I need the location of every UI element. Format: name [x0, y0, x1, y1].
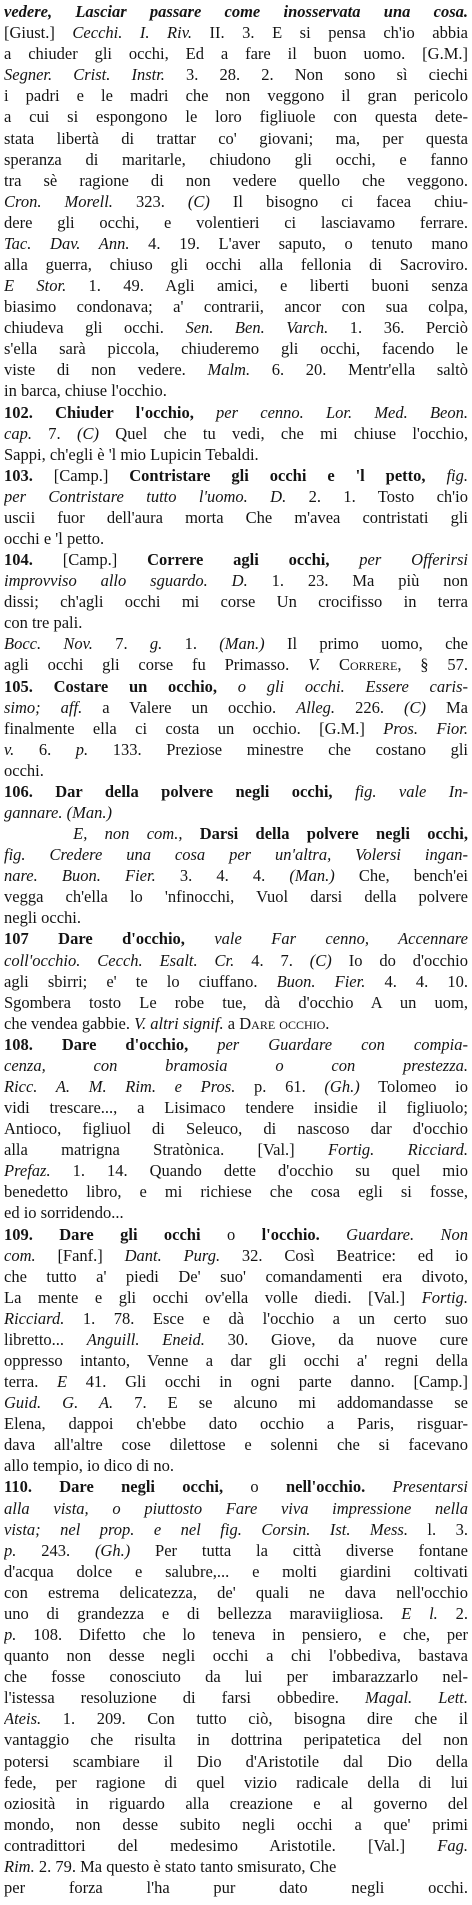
text-run: (Gh.) [324, 1077, 360, 1096]
text-run: Che, bench'ei [334, 866, 468, 886]
text-run: simo; aff. [4, 697, 83, 717]
text-run: vista; nel prop. e nel fig. Corsin. Ist. Mess. [4, 1519, 408, 1539]
text-run: p. [4, 1625, 17, 1644]
text-run: Tac. Dav. Ann. [4, 233, 130, 253]
text-run: alla guerra, chiuso gli occhi alla fellonia di Sacroviro. [4, 254, 468, 274]
text-run: 3. 4. 4. [155, 866, 290, 886]
text-run: l'occhio. [261, 1224, 320, 1244]
text-run: g. [149, 634, 163, 654]
text-line [4, 824, 468, 843]
text-run: occhi. [4, 760, 44, 780]
text-run: biasimo condonava; a' contrarii, ancor con sua colpa, [4, 297, 468, 317]
text-run: 30. Giove, da nuove cure [204, 1329, 468, 1349]
text-line [4, 1414, 468, 1433]
text-line [4, 1140, 468, 1159]
text-line [4, 592, 468, 611]
text-run: a [223, 1013, 240, 1033]
text-run: p. 61. [235, 1077, 325, 1096]
text-run: terra. [4, 1372, 58, 1392]
text-line [4, 1393, 468, 1412]
text-line [4, 360, 468, 379]
text-run: tra sè ragione di non vedere quello che veggono. [4, 170, 468, 190]
text-run: negli occhi. [4, 908, 81, 928]
text-run: d'acqua dolce e salubre,... e molti giardini coltivati [4, 1561, 468, 1581]
text-run: Ma [425, 697, 468, 717]
text-run: Fag. [437, 1835, 468, 1855]
text-run: vedere, Lasciar passare come inosservata una cosa. [4, 2, 468, 21]
text-line [4, 1077, 468, 1096]
text-run: nare. Buon. Fier. [4, 866, 156, 886]
text-run: 110. Dare negli occhi, [4, 1477, 224, 1497]
text-line [4, 339, 468, 358]
text-run: Pros. Fior. [383, 718, 468, 738]
text-run: Il bisogno ci facea chiu- [209, 191, 468, 211]
text-run: 243. [16, 1540, 95, 1560]
text-run: 1. 14. Quando dette d'occhio su quel mio [50, 1161, 468, 1181]
text-run: 6. 20. Mentr'ella saltò [250, 360, 468, 380]
text-run: Ricc. A. M. Rim. e Pros. [4, 1077, 236, 1096]
text-run: finalmente ella ci costa un occhio. [G.M.] [4, 718, 384, 738]
text-run: [Fanf.] [35, 1245, 125, 1265]
text-run: [Camp.] [32, 550, 148, 569]
text-run: libretto... [4, 1329, 87, 1349]
text-run: 41. Gli occhi in ogni parte danno. [Camp.] [67, 1372, 468, 1392]
text-run: a Valere un occhio. [82, 697, 297, 717]
text-run: Bocc. Nov. [4, 634, 93, 654]
text-line [4, 1709, 468, 1728]
text-run: (C) [309, 950, 332, 970]
text-run: cenza, con bramosia o con prestezza. [4, 1055, 468, 1075]
text-run: con tre pali. [4, 613, 83, 633]
text-line [4, 1499, 468, 1518]
text-run: Prefaz. [4, 1161, 51, 1181]
text-run: o [200, 1224, 262, 1244]
text-line [4, 424, 468, 443]
text-run: Guardare. Non [319, 1224, 468, 1244]
text-run: oziosità in riguardo alla creazione e al governo del [4, 1793, 468, 1813]
text-line [4, 1182, 468, 1201]
text-run: Per tutta la città diverse fontane [130, 1540, 468, 1560]
text-run: allo tempio, io dico di no. [4, 1456, 175, 1476]
text-line [4, 1541, 468, 1560]
text-run: agli sbirri; e' te lo ciuffano. [4, 971, 277, 991]
text-run: 2. 79. Ma questo è stato tanto smisurato, Che [34, 1856, 337, 1876]
text-run: vegga ch'ella lo 'nfinocchi, Vuol darsi della polvere [4, 887, 468, 907]
text-run: E l. [401, 1603, 438, 1623]
text-line [4, 1688, 468, 1707]
text-line [4, 1035, 468, 1054]
text-run: per Contristare tutto l'uomo. D. [4, 486, 287, 506]
text-run: Dant. Purg. [124, 1245, 221, 1265]
text-run: II. 3. E si pensa ch'io abbia [191, 23, 468, 43]
text-run: Correre [339, 655, 398, 675]
text-run: Sappi, ch'egli è 'l mio Lupicin Tebaldi. [4, 444, 259, 464]
text-line [4, 951, 468, 970]
text-line [4, 1625, 468, 1644]
text-run: oppresso intanto, Venne a dar gli occhi a' regni della [4, 1351, 468, 1370]
text-run: 4. 7. [234, 950, 310, 970]
text-run: 7. [92, 634, 150, 654]
text-run: E [57, 1372, 68, 1392]
text-run: per Offerirsi [329, 550, 468, 569]
text-run: Segner. Crist. Instr. [4, 65, 165, 85]
text-run: Contristare gli occhi e 'l petto, [129, 465, 426, 485]
text-run: 6. [14, 739, 76, 759]
text-run: fig. [425, 465, 468, 485]
text-run: . [325, 1013, 330, 1033]
text-run: Darsi della polvere negli occhi, [182, 824, 468, 843]
text-run: vidi trescare..., a Lisimaco tendere insidie il figliuolo; [4, 1098, 468, 1117]
text-run: Sgombera tosto Le robe tue, dà d'occhio A un uom, [4, 992, 468, 1012]
text-line [4, 2, 468, 21]
text-run: dava all'altre cose dilettose e solenni che si facevano [4, 1435, 468, 1455]
text-run: 102. Chiuder l'occhio, [4, 402, 194, 422]
text-line [4, 466, 468, 485]
text-line [4, 1288, 468, 1307]
text-run: s'ella sarà piccola, chiuderemo gli occhi, facendo le [4, 339, 468, 359]
text-run: uscii fuor dell'aura morta Che m'avea contristati gli [4, 507, 468, 527]
text-run: benedetto libro, e mi richiese che cosa egli si fosse, [4, 1182, 468, 1202]
text-run: fig. vale In- [332, 781, 468, 801]
text-run: Ricciard. [4, 1308, 65, 1328]
text-line [4, 403, 468, 422]
text-run: gannare. (Man.) [4, 803, 112, 822]
text-run: 108. Difetto che lo teneva in pensiero, e che, per [16, 1625, 468, 1644]
text-line [4, 1477, 468, 1496]
text-line [4, 845, 468, 864]
text-run: 323. [112, 191, 188, 211]
text-run: 2. 1. Tosto ch'io [286, 486, 468, 506]
text-line [4, 171, 468, 190]
text-line [4, 1161, 468, 1180]
text-run: (C) [187, 191, 210, 211]
text-line [4, 1246, 468, 1265]
text-run: 4. 19. L'aver saputo, o tenuto mano [129, 233, 468, 253]
text-run: 103. [4, 465, 33, 485]
text-line [4, 1435, 468, 1454]
text-run: Alleg. [296, 697, 336, 717]
text-run: che vendea gabbie. [4, 1013, 135, 1033]
text-run: 106. Dar della polvere negli occhi, [4, 781, 333, 801]
text-line [4, 445, 468, 464]
text-line [4, 1752, 468, 1771]
text-line [4, 1583, 468, 1602]
text-line [4, 993, 468, 1012]
text-line [4, 1562, 468, 1581]
text-run: 104. [4, 550, 33, 569]
text-run: Presentarsi [365, 1477, 468, 1497]
text-run: 4. 4. 10. [365, 971, 468, 991]
text-run: p. [75, 739, 89, 759]
text-run: viste di non vedere. [4, 360, 208, 380]
text-run: dissi; ch'agli occhi mi corse Un crocifisso in terra [4, 592, 468, 612]
text-line [4, 1836, 468, 1855]
text-line [4, 803, 468, 822]
text-line [4, 1730, 468, 1749]
text-run: in barca, chiuse l'occhio. [4, 381, 167, 401]
text-line [4, 1203, 468, 1222]
text-line [4, 719, 468, 738]
text-run: 3. 28. 2. Non sono sì ciechi [164, 65, 468, 85]
text-run: Cecchi. I. Riv. [72, 23, 192, 43]
text-run: con estrema delicatezza, de' quali ne dava nell'occhio [4, 1582, 468, 1602]
text-run: V. altri signif. [134, 1013, 224, 1033]
text-line [4, 1456, 468, 1475]
text-run: alla matrigna Stratònica. [Val.] [4, 1140, 329, 1160]
text-run: fede, per ragione di quel vizio radicale della di lui [4, 1772, 468, 1792]
text-run: E, non com., [4, 824, 183, 843]
text-run: contradittori del medesimo Aristotile. [Val.] [4, 1835, 438, 1855]
text-line [4, 1119, 468, 1138]
text-run: (Man.) [289, 866, 335, 886]
text-run: E Stor. [4, 276, 67, 295]
text-run: o [223, 1477, 286, 1497]
text-run: Io do d'occhio [331, 950, 468, 970]
text-line [4, 234, 468, 253]
text-line [4, 44, 468, 63]
text-run: per Guardare con compia- [188, 1034, 468, 1054]
text-run: [Giust.] [4, 23, 73, 43]
text-run: Sen. Ben. Varch. [185, 318, 329, 338]
text-run: Fortig. [421, 1287, 468, 1307]
text-run: potersi scambiare il Dio d'Aristotile dal Dio della [4, 1751, 468, 1771]
text-run: 107 Dare d'occhio, [4, 929, 185, 949]
text-run: Magal. Lett. [364, 1688, 468, 1708]
text-line [4, 908, 468, 927]
text-line [4, 529, 468, 548]
text-run: (C) [76, 423, 99, 443]
text-line [4, 1815, 468, 1834]
text-line [4, 571, 468, 590]
text-line [4, 1309, 468, 1328]
text-line [4, 1330, 468, 1349]
text-line [4, 1056, 468, 1075]
text-line [4, 1794, 468, 1813]
text-line [4, 866, 468, 885]
text-run: (Gh.) [94, 1540, 131, 1560]
text-run: La mente e gli occhi ov'ella volle diedi. [Val.] [4, 1287, 422, 1307]
text-line [4, 1520, 468, 1539]
text-run: 2. [437, 1603, 468, 1623]
text-run: Anguill. Eneid. [86, 1329, 205, 1349]
text-run: 32. Così Beatrice: ed io [220, 1245, 468, 1265]
text-run: Dare occhio [239, 1013, 326, 1033]
text-line [4, 129, 468, 148]
text-run: ed io sorridendo... [4, 1203, 124, 1223]
text-line [4, 1773, 468, 1792]
text-run: vale Far cenno, Accennare [184, 929, 468, 949]
text-run: agli occhi gli corse fu Primasso. [4, 655, 309, 675]
text-line [4, 1372, 468, 1391]
text-line [4, 508, 468, 527]
text-run: uno di grandezza e di bellezza maraviigliosa. [4, 1603, 402, 1623]
text-line [4, 1604, 468, 1623]
text-run: 133. Preziose minestre che costano gli [88, 739, 468, 759]
text-run: 7. [31, 423, 77, 443]
text-run: a chiuder gli occhi, Ed a fare il buon uomo. [G.M.] [4, 44, 468, 64]
text-line [4, 887, 468, 906]
text-line [4, 1857, 468, 1876]
text-run [320, 655, 339, 674]
text-line [4, 1351, 468, 1370]
text-run: com. [4, 1245, 36, 1265]
text-line [4, 761, 468, 780]
text-run: V. [308, 655, 321, 675]
text-line [4, 1878, 468, 1897]
text-run: , § 57. [397, 655, 468, 675]
text-line [4, 655, 468, 674]
text-line [4, 107, 468, 126]
text-run: Tolomeo io [359, 1077, 468, 1096]
text-run: Buon. Fier. [276, 971, 366, 991]
text-line [4, 297, 468, 316]
text-run: alla vista, o piuttosto Fare viva impressione nella [4, 1498, 468, 1518]
text-run: improvviso allo sguardo. D. [4, 571, 248, 591]
text-run: [Camp.] [32, 465, 130, 485]
text-run: Quel che tu vedi, che mi chiuse l'occhio, [98, 423, 468, 443]
text-run: 109. Dare gli occhi [4, 1224, 201, 1244]
text-line [4, 487, 468, 506]
text-run: 1. 23. Ma più non [247, 571, 468, 591]
text-run: Correre agli occhi, [147, 550, 330, 569]
text-line [4, 740, 468, 759]
text-run: (Man.) [219, 634, 265, 654]
text-run: occhi e 'l petto. [4, 528, 105, 548]
text-run: che tutto a' piedi De' suo' comandamenti era divoto, [4, 1266, 468, 1286]
text-run: Ateis. [4, 1709, 42, 1729]
text-line [4, 23, 468, 42]
text-run: dere gli occhi, e volentieri ci lasciavamo ferrare. [4, 212, 468, 232]
text-run: mondo, non desse subito negli occhi a que' primi [4, 1814, 468, 1834]
text-line [4, 1667, 468, 1686]
text-run: chiudeva gli occhi. [4, 318, 186, 338]
text-run: 1. [162, 634, 220, 654]
text-line [4, 1225, 468, 1244]
text-run: stata libertà di trattar co' giovani; ma, per questa [4, 128, 468, 148]
text-run: l. 3. [407, 1519, 468, 1539]
text-line [4, 213, 468, 232]
text-line [4, 782, 468, 801]
text-line [4, 1267, 468, 1286]
text-run: 108. Dare d'occhio, [4, 1034, 189, 1054]
text-run: Il primo uomo, che [264, 634, 468, 654]
text-run: per cenno. Lor. Med. Beon. [193, 402, 468, 422]
text-run: Guid. G. A. [4, 1393, 114, 1413]
text-run: nell'occhio. [285, 1477, 366, 1497]
text-line [4, 150, 468, 169]
text-line [4, 255, 468, 274]
text-run: che fosse conosciuto da lui per imbarazzarlo nel- [4, 1667, 468, 1687]
text-run: vantaggio che risulta in dottrina peripatetica del non [4, 1730, 468, 1750]
text-run: l'istessa resoluzione di farsi obbedire. [4, 1688, 365, 1708]
text-line [4, 972, 468, 991]
text-line [4, 613, 468, 632]
text-run: 1. 78. Esce e dà l'occhio a un certo suo [64, 1308, 468, 1328]
text-run: i padri e le madri che non veggono il gran pericolo [4, 86, 468, 106]
text-run: Antioco, figliuol di Seleuco, di nascoso dar d'occhio [4, 1119, 468, 1139]
text-run: Elena, dappoi ch'ebbe dato occhio a Paris, risguar- [4, 1414, 468, 1434]
text-run: o gli occhi. Essere caris- [217, 676, 468, 696]
text-line [4, 86, 468, 105]
text-line [4, 192, 468, 211]
text-line [4, 65, 468, 84]
text-run: Rim. [4, 1856, 35, 1876]
text-run: cap. [4, 423, 32, 443]
text-run: 1. 36. Perciò [328, 318, 468, 338]
text-line [4, 1646, 468, 1665]
text-run: 1. 209. Con tutto ciò, bisogna dire che il [41, 1709, 468, 1729]
text-run: per forza l'ha pur dato negli occhi. [4, 1877, 468, 1897]
text-run: 7. E se alcuno mi addomandasse se [113, 1393, 468, 1413]
text-line [4, 318, 468, 337]
text-line [4, 677, 468, 696]
text-line [4, 381, 468, 400]
text-line [4, 550, 468, 569]
text-run: v. [4, 739, 15, 759]
text-run: a cui si espongono le loro figliuole con questa dete- [4, 107, 468, 127]
text-run: Malm. [207, 360, 251, 380]
text-line [4, 634, 468, 653]
text-run: Fortig. Ricciard. [328, 1140, 468, 1160]
text-line [4, 698, 468, 717]
text-run: Cron. Morell. [4, 191, 113, 211]
text-run: coll'occhio. Cecch. Esalt. Cr. [4, 950, 235, 970]
text-run: 1. 49. Agli amici, e liberti buoni senza [66, 276, 468, 295]
text-line [4, 929, 468, 948]
text-run: fig. Credere una cosa per un'altra, Volersi ingan- [4, 845, 468, 865]
text-run: (C) [403, 697, 426, 717]
text-run: speranza di maritarle, chiudono gli occhi, e fanno [4, 149, 468, 169]
text-line [4, 1014, 468, 1033]
text-run: 105. Costare un occhio, [4, 676, 218, 696]
text-run: quanto non desse negli occhi a chi l'obbediva, bastava [4, 1646, 468, 1666]
text-run: p. [4, 1540, 17, 1560]
text-run: 226. [335, 697, 404, 717]
text-line [4, 276, 468, 295]
text-line [4, 1098, 468, 1117]
